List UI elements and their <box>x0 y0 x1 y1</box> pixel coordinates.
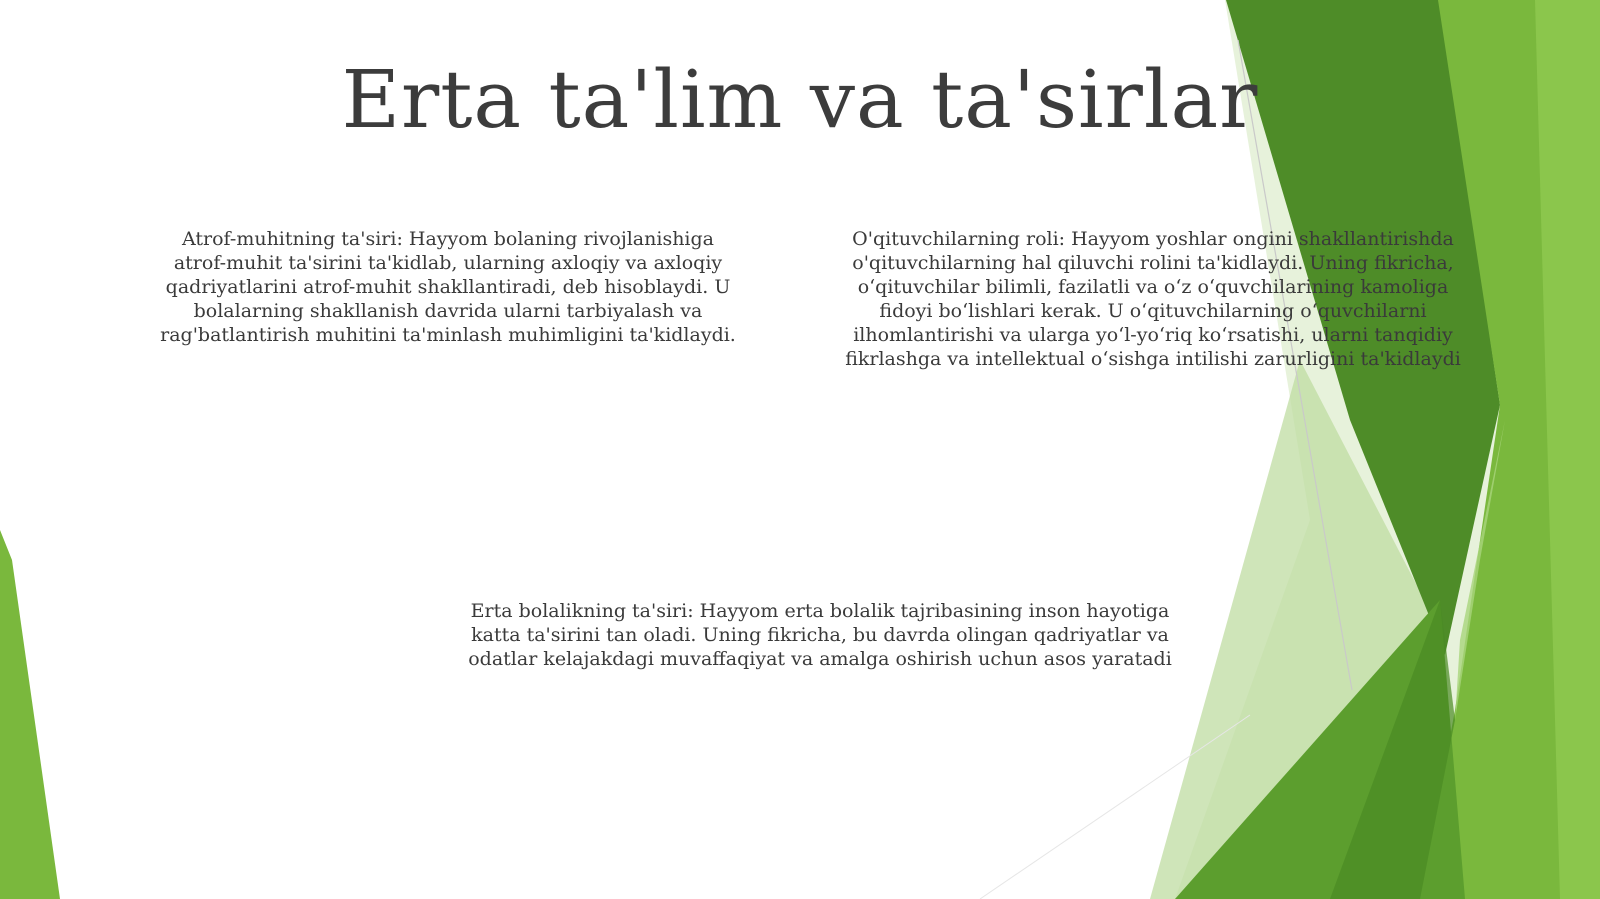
paragraph-environment-influence: Atrof-muhitning ta'siri: Hayyom bolaning rivojlanishiga atrof-muhit ta'sirini ta'kidlab, ularning axloqiy va axloqiy qadriyatlarini atrof-muhit shakllantiradi, deb hisoblaydi. U bolalarning shakllanish davrida ularni tarbiyalash va rag'batlantirish muhitini ta'minlash muhimligini ta'kidlaydi. <box>160 228 736 346</box>
paragraph-early-childhood-influence: Erta bolalikning ta'siri: Hayyom erta bolalik tajribasining inson hayotiga katta ta'sirini tan oladi. Uning fikricha, bu davrda olingan qadriyatlar va odatlar kelajakdagi muvaffaqiyat va amalga oshirish uchun asos yaratadi <box>468 600 1172 670</box>
slide-title: Erta ta'lim va ta'sirlar <box>341 53 1259 146</box>
paragraph-teachers-role: O'qituvchilarning roli: Hayyom yoshlar ongini shakllantirishda o'qituvchilarning hal qiluvchi rolini ta'kidlaydi. Uning fikricha, o‘qituvchilar bilimli, fazilatli va o‘z o‘quvchilarining kamoliga fidoyi bo‘lishlari kerak. U o‘qituvchilarning o‘quvchilarni ilhomlantirishi va ularga yo‘l-yo‘riq ko‘rsatishi, ularni tanqidiy fikrlashga va intellektual o‘sishga intilishi zarurligini ta'kidlaydi <box>845 228 1461 370</box>
decor-shape-left-wedge <box>0 530 60 899</box>
